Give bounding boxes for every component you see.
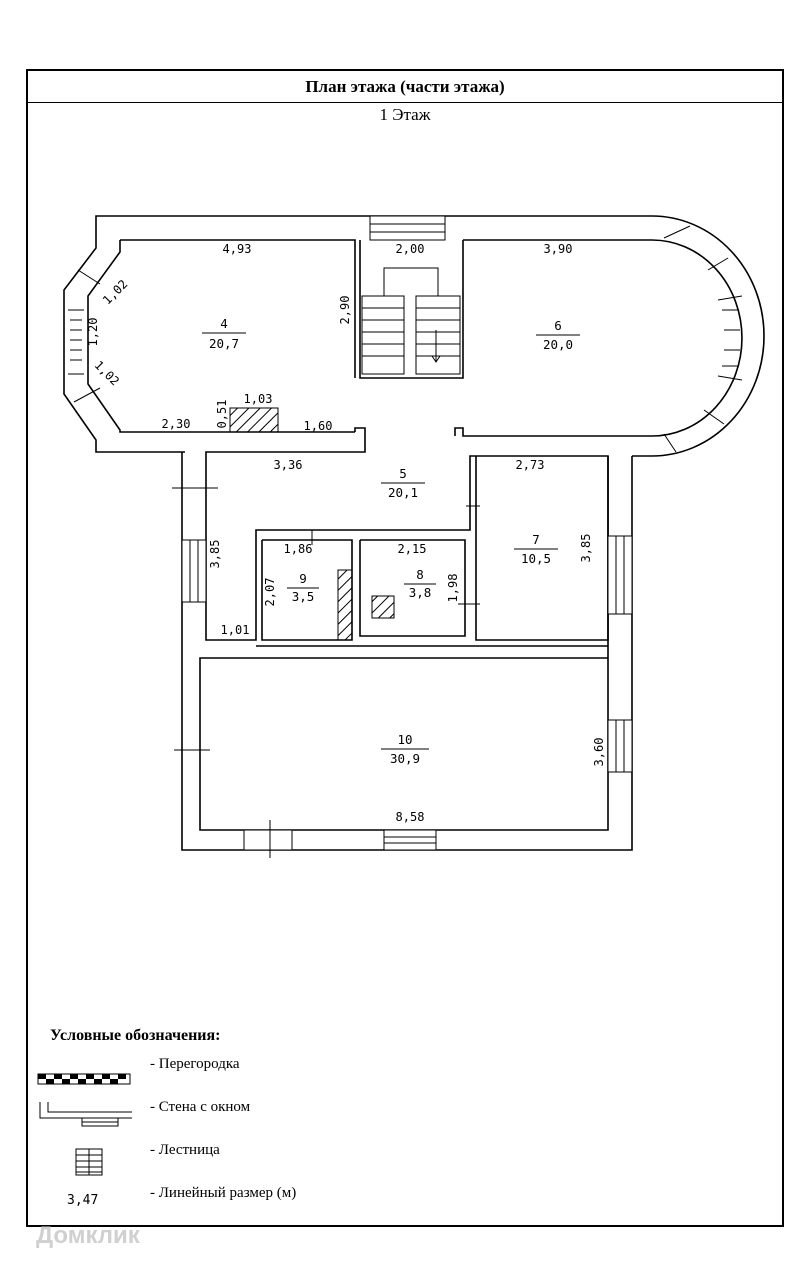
dimension-label: 3,85 <box>208 539 222 569</box>
dimension-label: 1,60 <box>303 419 333 433</box>
dimension-label: 3,90 <box>543 242 573 256</box>
dimension-label: 2,00 <box>395 242 425 256</box>
dimension-label: 1,20 <box>86 317 100 347</box>
dimension-label: 1,02 <box>100 277 131 308</box>
room-label-4 <box>202 316 246 351</box>
svg-text:9: 9 <box>299 571 307 586</box>
dimension-label: 3,36 <box>273 458 303 472</box>
dimension-icon: 3,47 <box>67 1193 99 1208</box>
svg-text:10: 10 <box>397 732 413 747</box>
svg-text:20,1: 20,1 <box>387 485 419 500</box>
dimension-label: 3,60 <box>592 737 606 767</box>
room-label-10 <box>381 732 429 766</box>
svg-text:5: 5 <box>399 466 407 481</box>
dimension-label: 3,85 <box>579 533 593 563</box>
svg-text:30,9: 30,9 <box>389 751 421 766</box>
dimension-label: 1,01 <box>220 623 250 637</box>
window-top-stairs <box>370 216 445 240</box>
plan-title: План этажа (части этажа) <box>28 71 782 103</box>
legend-item-partition: - Перегородка <box>150 1056 240 1072</box>
wall-window-icon <box>40 1102 132 1126</box>
dimension-label: 2,73 <box>515 458 545 472</box>
stairs-icon <box>76 1149 102 1175</box>
dimension-label: 1,02 <box>91 358 122 389</box>
staircase <box>362 268 460 374</box>
room-label-5 <box>381 466 425 500</box>
room-label-9 <box>287 571 319 604</box>
hatched-block-partition <box>338 570 352 640</box>
svg-text:8: 8 <box>416 567 424 582</box>
dimension-label: 2,15 <box>397 542 427 556</box>
partition-icon <box>38 1074 130 1084</box>
room-label-7 <box>514 532 558 566</box>
hatched-block-shaft <box>372 596 394 618</box>
watermark-logo: Домклик <box>36 1222 140 1249</box>
svg-text:20,0: 20,0 <box>542 337 574 352</box>
svg-text:6: 6 <box>554 318 562 333</box>
dimension-label: 4,93 <box>222 242 252 256</box>
dimension-label: 8,58 <box>395 810 425 824</box>
room-label-8 <box>404 567 436 600</box>
hatched-block-chimney <box>230 408 278 432</box>
dimension-label: 2,90 <box>338 295 352 325</box>
legend-item-stairs: - Лестница <box>150 1142 220 1158</box>
svg-text:7: 7 <box>532 532 540 547</box>
svg-text:4: 4 <box>220 316 228 331</box>
dimension-label: 2,30 <box>161 417 191 431</box>
floor-label: 1 Этаж <box>379 105 431 124</box>
svg-text:10,5: 10,5 <box>520 551 552 566</box>
legend-item-wall-window: - Стена с окном <box>150 1099 251 1115</box>
room-label-6 <box>536 318 580 352</box>
svg-text:3,8: 3,8 <box>408 585 432 600</box>
dimension-label: 1,86 <box>283 542 313 556</box>
dimension-label: 1,03 <box>243 392 273 406</box>
svg-text:3,5: 3,5 <box>291 589 315 604</box>
legend-title: Условные обозначения: <box>50 1027 221 1044</box>
dimension-label: 0,51 <box>215 399 229 429</box>
dimension-label: 2,07 <box>263 577 277 607</box>
dimension-label: 1,98 <box>446 573 460 603</box>
legend-item-dimension: - Линейный размер (м) <box>150 1185 297 1201</box>
svg-text:20,7: 20,7 <box>208 336 240 351</box>
